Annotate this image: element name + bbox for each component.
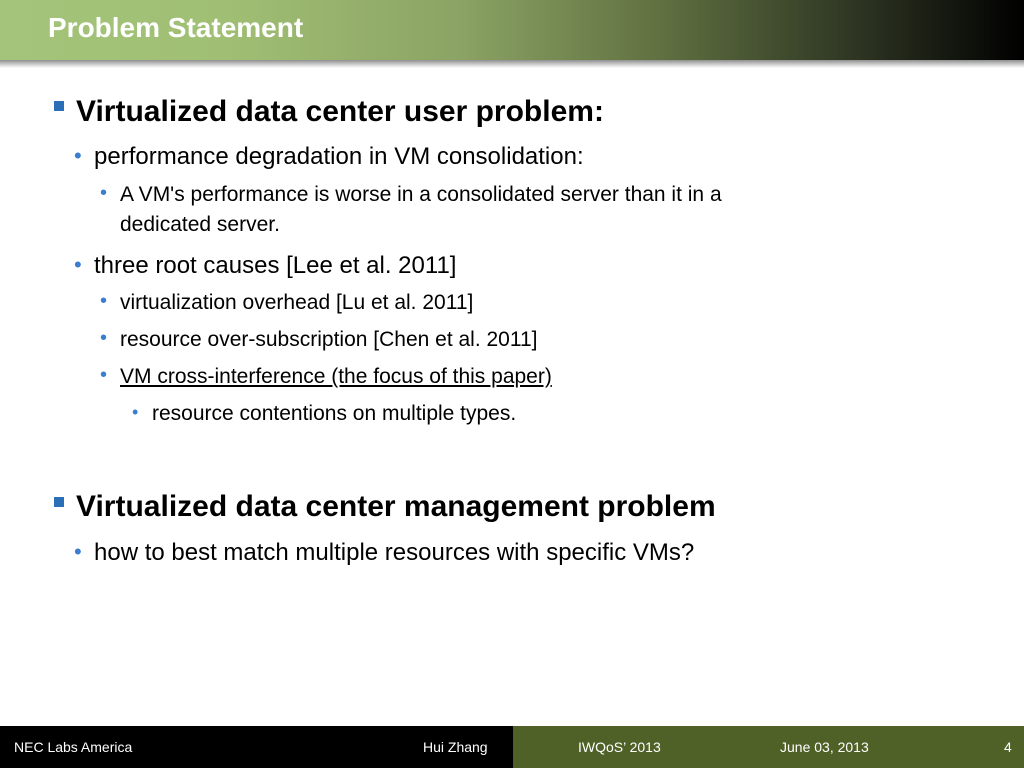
dot-bullet-icon: • bbox=[100, 327, 108, 349]
footer-date: June 03, 2013 bbox=[780, 739, 869, 755]
square-bullet-icon bbox=[54, 101, 64, 111]
dot-bullet-icon: • bbox=[100, 290, 108, 312]
dot-bullet-icon: • bbox=[74, 252, 82, 277]
footer-page-number: 4 bbox=[1004, 739, 1012, 755]
dot-bullet-icon: • bbox=[100, 182, 108, 204]
bullet-level2-root-causes: three root causes [Lee et al. 2011] bbox=[94, 252, 457, 279]
bullet-level4-resource-contentions: resource contentions on multiple types. bbox=[152, 402, 517, 425]
bullet-level3-cross-interference: VM cross-interference (the focus of this paper) bbox=[120, 365, 552, 388]
footer-author: Hui Zhang bbox=[423, 739, 488, 755]
bullet-level2-resource-matching: how to best match multiple resources with specific VMs? bbox=[94, 539, 695, 566]
bullet-level1-user-problem: Virtualized data center user problem: bbox=[76, 95, 604, 128]
bullet-level3-over-subscription: resource over-subscription [Chen et al. 2011] bbox=[120, 328, 538, 351]
footer-organization: NEC Labs America bbox=[14, 739, 133, 755]
slide-title: Problem Statement bbox=[48, 12, 304, 43]
bullet-level2-performance-degradation: performance degradation in VM consolidation: bbox=[94, 143, 584, 170]
bullet-level3-vm-performance-line1: A VM's performance is worse in a consolidated server than it in a bbox=[120, 183, 722, 206]
bullet-level1-management-problem: Virtualized data center management problem bbox=[76, 490, 716, 523]
square-bullet-icon bbox=[54, 497, 64, 507]
dot-bullet-icon: • bbox=[74, 539, 82, 564]
footer-conference: IWQoS’ 2013 bbox=[578, 739, 661, 755]
slide-footer bbox=[0, 726, 1024, 768]
bullet-level3-virtualization-overhead: virtualization overhead [Lu et al. 2011] bbox=[120, 291, 474, 314]
dot-bullet-icon: • bbox=[132, 402, 139, 422]
bullet-level3-vm-performance-line2: dedicated server. bbox=[120, 213, 280, 236]
dot-bullet-icon: • bbox=[100, 364, 108, 386]
dot-bullet-icon: • bbox=[74, 143, 82, 168]
